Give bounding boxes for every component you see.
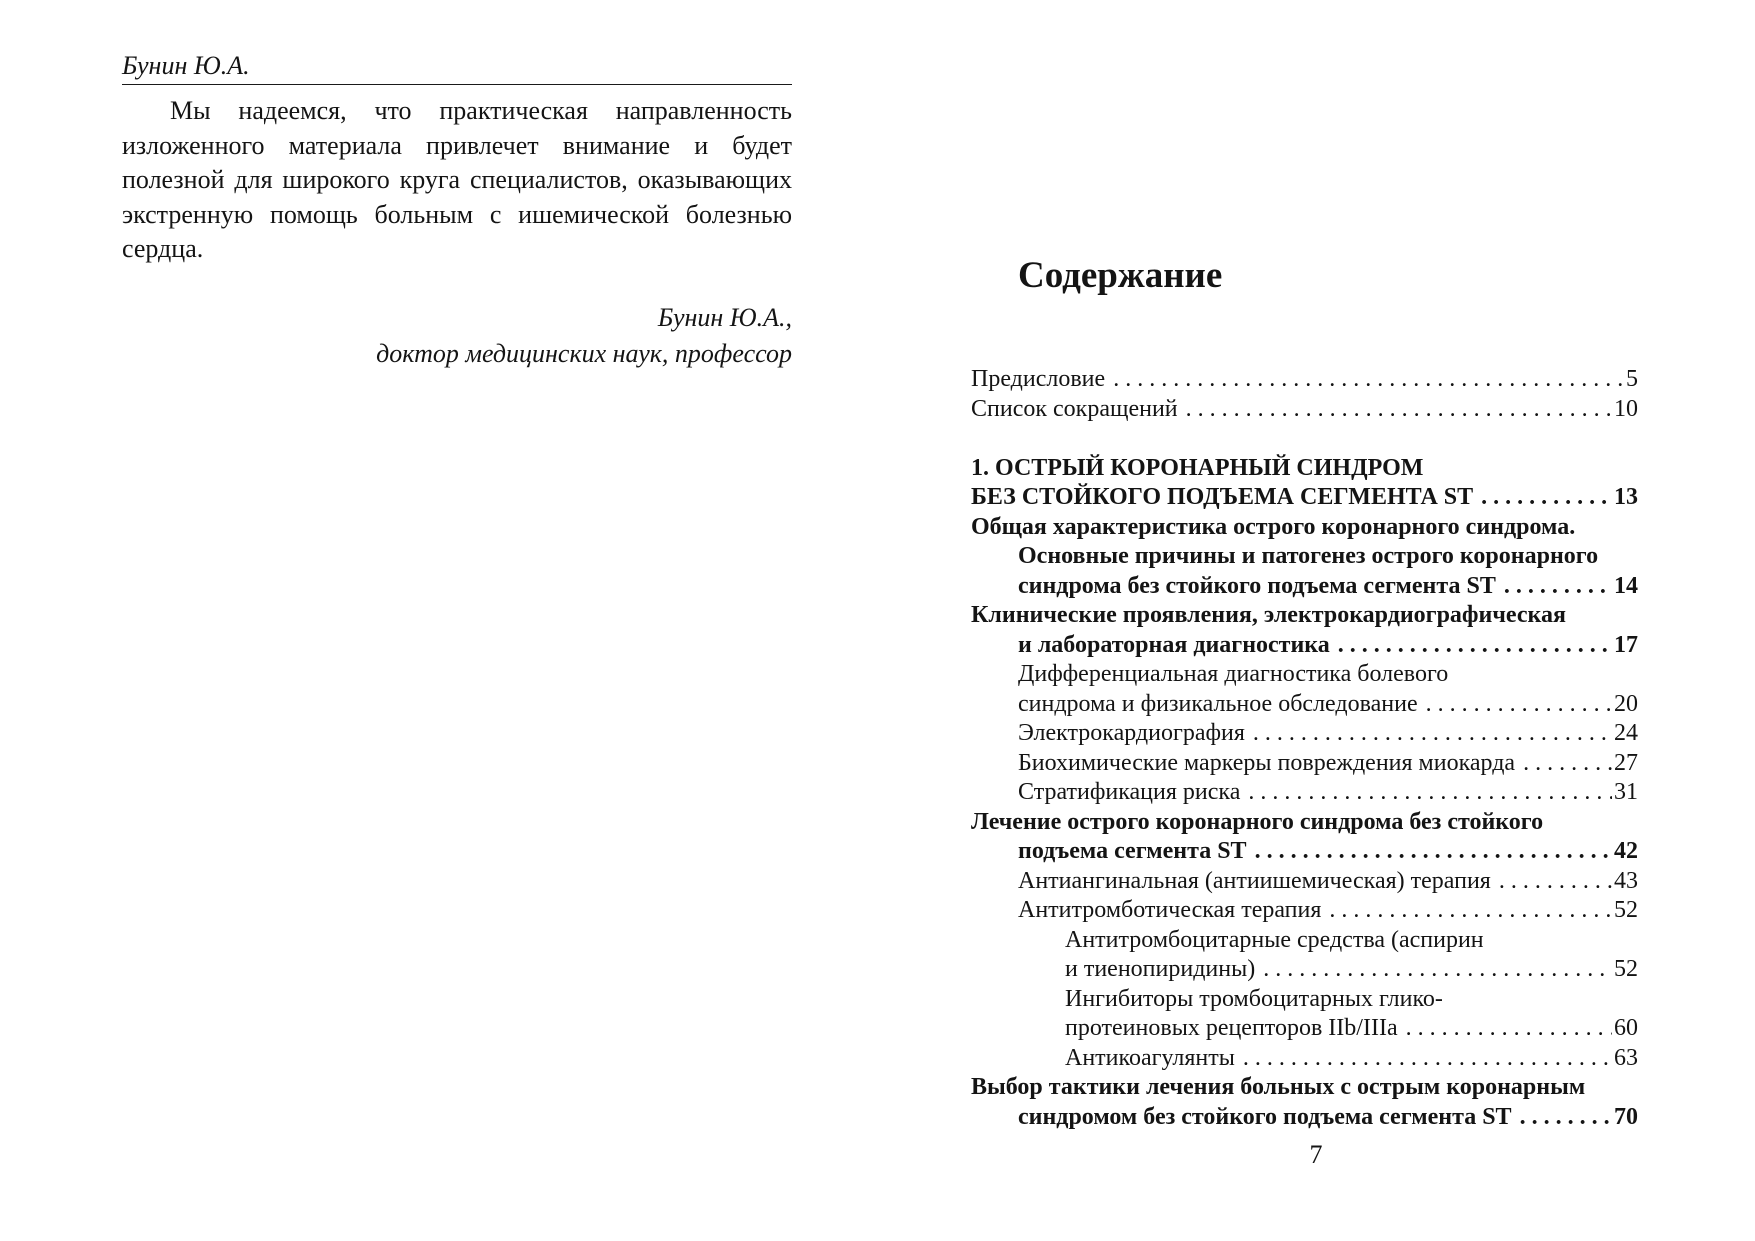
toc-entry[interactable]	[971, 1014, 1638, 1044]
closing-paragraph: Мы надеемся, что практическая направленность изложенного материала привлечет внимание и будет полезной для широкого круга специалистов, оказывающих экстренную помощь больным с ишемической болезнью сердца.	[122, 96, 792, 263]
toc-leader	[1255, 837, 1612, 867]
toc-subsection-heading[interactable]	[971, 660, 1638, 690]
toc-entry[interactable]	[971, 690, 1638, 720]
toc-section-heading[interactable]	[971, 808, 1638, 838]
toc-entry-page: 60	[1614, 1015, 1638, 1041]
toc-leader	[1523, 749, 1612, 779]
toc-entry-text: протеиновых рецепторов IIb/IIIa	[1065, 1015, 1398, 1041]
table-of-contents	[971, 365, 1638, 1132]
toc-entry[interactable]	[971, 955, 1638, 985]
toc-entry-text: Антитромбоцитарные средства (аспирин	[1065, 926, 1484, 953]
toc-entry[interactable]	[971, 749, 1638, 779]
toc-leader	[1338, 631, 1612, 661]
toc-entry[interactable]	[971, 867, 1638, 897]
toc-entry-page: 17	[1614, 631, 1638, 658]
toc-entry-text: синдромом без стойкого подъема сегмента ST	[1018, 1103, 1512, 1130]
toc-entry-page: 63	[1614, 1044, 1638, 1071]
author-signature	[122, 300, 792, 372]
toc-entry-text: Антитромботическая терапия	[1018, 897, 1322, 923]
toc-entry[interactable]	[971, 572, 1638, 602]
toc-entry-text: Предисловие	[971, 366, 1106, 392]
toc-leader	[1329, 896, 1612, 926]
toc-entry-text: Выбор тактики лечения больных с острым коронарным	[971, 1074, 1586, 1100]
toc-entry[interactable]	[971, 631, 1638, 661]
right-page	[877, 0, 1755, 1241]
toc-leader	[1504, 572, 1612, 602]
toc-entry-page: 13	[1614, 484, 1638, 510]
toc-leader	[1186, 395, 1612, 425]
toc-entry-text: БЕЗ СТОЙКОГО ПОДЪЕМА СЕГМЕНТА ST	[971, 484, 1474, 510]
running-header: Бунин Ю.А.	[122, 48, 792, 85]
toc-entry-text: Ингибиторы тромбоцитарных глико-	[1065, 985, 1443, 1012]
toc-entry-text: Антикоагулянты	[1065, 1044, 1235, 1071]
toc-entry[interactable]	[971, 837, 1638, 867]
page-number: 7	[1309, 1140, 1323, 1169]
toc-leader	[1499, 867, 1612, 897]
toc-entry-text: синдрома и физикальное обследование	[1018, 690, 1418, 717]
toc-entry[interactable]	[971, 1103, 1638, 1133]
toc-entry-page: 43	[1614, 867, 1638, 894]
toc-entry[interactable]	[971, 778, 1638, 808]
toc-entry-text: Антиангинальная (антиишемическая) терапия	[1018, 867, 1491, 894]
left-page	[0, 0, 877, 1241]
toc-entry-text: Электрокардиография	[1018, 720, 1245, 746]
toc-entry[interactable]	[971, 896, 1638, 926]
signature-name: Бунин Ю.А.,	[657, 303, 792, 332]
toc-entry-text: Дифференциальная диагностика болевого	[1018, 661, 1449, 687]
signature-title: доктор медицинских наук, профессор	[376, 339, 792, 368]
toc-entry-text: подъема сегмента ST	[1018, 838, 1247, 864]
toc-leader	[1263, 955, 1612, 985]
toc-entry-page: 24	[1614, 720, 1638, 746]
page-title: Содержание	[1018, 255, 1223, 296]
toc-subsection-heading[interactable]	[971, 926, 1638, 956]
toc-entry-text: и лабораторная диагностика	[1018, 631, 1330, 658]
toc-entry-page: 20	[1614, 690, 1638, 717]
toc-entry-text: и тиенопиридины)	[1065, 956, 1256, 982]
toc-entry[interactable]	[971, 1044, 1638, 1074]
toc-entry-page: 27	[1614, 749, 1638, 776]
toc-leader	[1243, 1044, 1612, 1074]
toc-entry-page: 52	[1614, 897, 1638, 923]
toc-subsection-heading[interactable]	[971, 985, 1638, 1015]
toc-section-heading[interactable]	[971, 1073, 1638, 1103]
toc-entry-page: 31	[1614, 779, 1638, 805]
toc-entry[interactable]	[971, 365, 1638, 395]
toc-entry-page: 70	[1614, 1103, 1638, 1130]
toc-entry-page: 5	[1626, 366, 1638, 392]
toc-entry-text: Биохимические маркеры повреждения миокарда	[1018, 749, 1516, 776]
toc-entry-text: 1. ОСТРЫЙ КОРОНАРНЫЙ СИНДРОМ	[971, 454, 1424, 481]
toc-entry-text: Список сокращений	[971, 395, 1178, 422]
toc-leader	[1520, 1103, 1612, 1133]
toc-chapter-heading[interactable]	[971, 454, 1638, 484]
toc-entry-text: Общая характеристика острого коронарного синдрома.	[971, 513, 1576, 540]
toc-entry-page: 42	[1614, 838, 1638, 864]
toc-entry-page: 14	[1614, 572, 1638, 599]
toc-entry-text: Стратификация риска	[1018, 779, 1241, 805]
toc-entry[interactable]	[971, 395, 1638, 425]
toc-section-heading[interactable]	[971, 601, 1638, 631]
toc-section-heading[interactable]	[971, 542, 1638, 572]
toc-entry-text: Основные причины и патогенез острого коронарного	[1018, 543, 1599, 569]
toc-entry[interactable]	[971, 719, 1638, 749]
toc-leader	[1113, 365, 1624, 395]
toc-leader	[1481, 483, 1612, 513]
toc-leader	[1426, 690, 1612, 720]
toc-leader	[1248, 778, 1612, 808]
toc-entry-page: 52	[1614, 956, 1638, 982]
toc-entry[interactable]	[971, 483, 1638, 513]
toc-section-heading[interactable]	[971, 513, 1638, 543]
toc-leader	[1253, 719, 1612, 749]
toc-leader	[1406, 1014, 1612, 1044]
toc-entry-page: 10	[1614, 395, 1638, 422]
toc-entry-text: синдрома без стойкого подъема сегмента ST	[1018, 572, 1496, 599]
toc-entry-text: Клинические проявления, электрокардиографическая	[971, 602, 1566, 628]
toc-entry-text: Лечение острого коронарного синдрома без стойкого	[971, 808, 1544, 835]
